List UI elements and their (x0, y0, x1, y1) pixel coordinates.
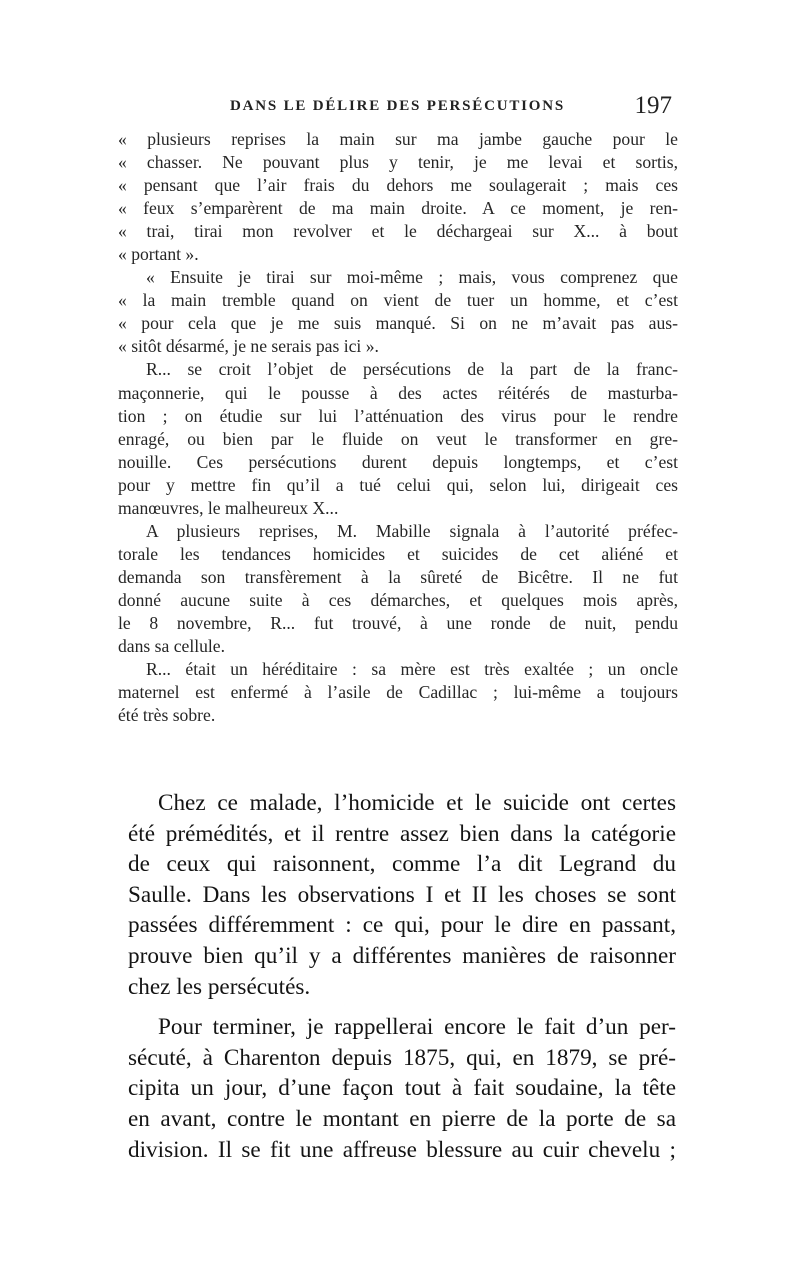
page-header (118, 92, 678, 126)
text-line: « la main tremble quand on vient de tuer un homme, et c’est (118, 290, 678, 311)
text-line: torale les tendances homicides et suicides de cet aliéné et (118, 543, 678, 564)
text-line: en avant, contre le montant en pierre de la porte de sa (128, 1105, 676, 1132)
text-line: maternel est enfermé à l’asile de Cadillac ; lui-même a toujours (118, 682, 678, 703)
text-line: maçonnerie, qui le pousse à des actes réitérés de masturba- (118, 382, 678, 403)
text-line: chez les persécutés. (128, 973, 311, 1000)
text-line: « pensant que l’air frais du dehors me soulagerait ; mais ces (118, 175, 678, 196)
text-line: enragé, ou bien par le fluide on veut le transformer en gre- (118, 428, 678, 449)
text-line: été prémédités, et il rentre assez bien dans la catégorie (128, 820, 676, 847)
paragraph-gap (128, 1002, 676, 1012)
text-line: « chasser. Ne pouvant plus y tenir, je me levai et sortis, (118, 152, 678, 173)
text-line: été très sobre. (118, 705, 216, 726)
text-line: Chez ce malade, l’homicide et le suicide ont certes (158, 790, 676, 816)
text-line: sécuté, à Charenton depuis 1875, qui, en 1879, se pré- (128, 1044, 676, 1071)
text-line: « portant ». (118, 244, 199, 265)
text-line: manœuvres, le malheureux X... (118, 497, 339, 518)
text-line: de ceux qui raisonnent, comme l’a dit Legrand du (128, 851, 676, 878)
text-line: division. Il se fit une affreuse blessure au cuir chevelu ; (128, 1136, 676, 1163)
text-line: R... se croit l’objet de persécutions de la part de la franc- (146, 359, 678, 380)
text-line: « feux s’emparèrent de ma main droite. A ce moment, je ren- (118, 198, 678, 219)
text-line: dans sa cellule. (118, 636, 225, 657)
text-line: Pour terminer, je rappellerai encore le fait d’un per- (158, 1014, 676, 1041)
text-line: donné aucune suite à ces démarches, et quelques mois après, (118, 589, 678, 610)
text-line: prouve bien qu’il y a différentes manières de raisonner (128, 942, 676, 969)
body-text (128, 788, 676, 1165)
text-line: « plusieurs reprises la main sur ma jambe gauche pour le (118, 129, 678, 149)
text-line: « sitôt désarmé, je ne serais pas ici ». (118, 336, 379, 357)
text-line: passées différemment : ce qui, pour le dire en passant, (128, 912, 676, 939)
text-line: Saulle. Dans les observations I et II les choses se sont (128, 881, 676, 908)
text-line: R... était un héréditaire : sa mère est très exaltée ; un oncle (146, 659, 678, 680)
text-line: A plusieurs reprises, M. Mabille signala à l’autorité préfec- (146, 520, 678, 541)
case-quote-block (118, 128, 678, 727)
running-head: DANS LE DÉLIRE DES PERSÉCUTIONS (230, 98, 566, 114)
text-line: nouille. Ces persécutions durent depuis longtemps, et c’est (118, 451, 678, 472)
text-line: « pour cela que je me suis manqué. Si on ne m’avait pas aus- (118, 313, 678, 334)
text-line: cipita un jour, d’une façon tout à fait soudaine, la tête (128, 1075, 676, 1102)
text-line: demanda son transfèrement à la sûreté de Bicêtre. Il ne fut (118, 566, 678, 587)
text-line: « trai, tirai mon revolver et le déchargeai sur X... à bout (118, 221, 678, 242)
text-line: pour y mettre fin qu’il a tué celui qui, selon lui, dirigeait ces (118, 474, 678, 495)
text-line: « Ensuite je tirai sur moi-même ; mais, vous comprenez que (146, 267, 678, 288)
page-number: 197 (634, 92, 672, 119)
text-line: le 8 novembre, R... fut trouvé, à une ronde de nuit, pendu (118, 612, 678, 633)
text-line: tion ; on étudie sur lui l’atténuation des virus pour le rendre (118, 405, 678, 426)
